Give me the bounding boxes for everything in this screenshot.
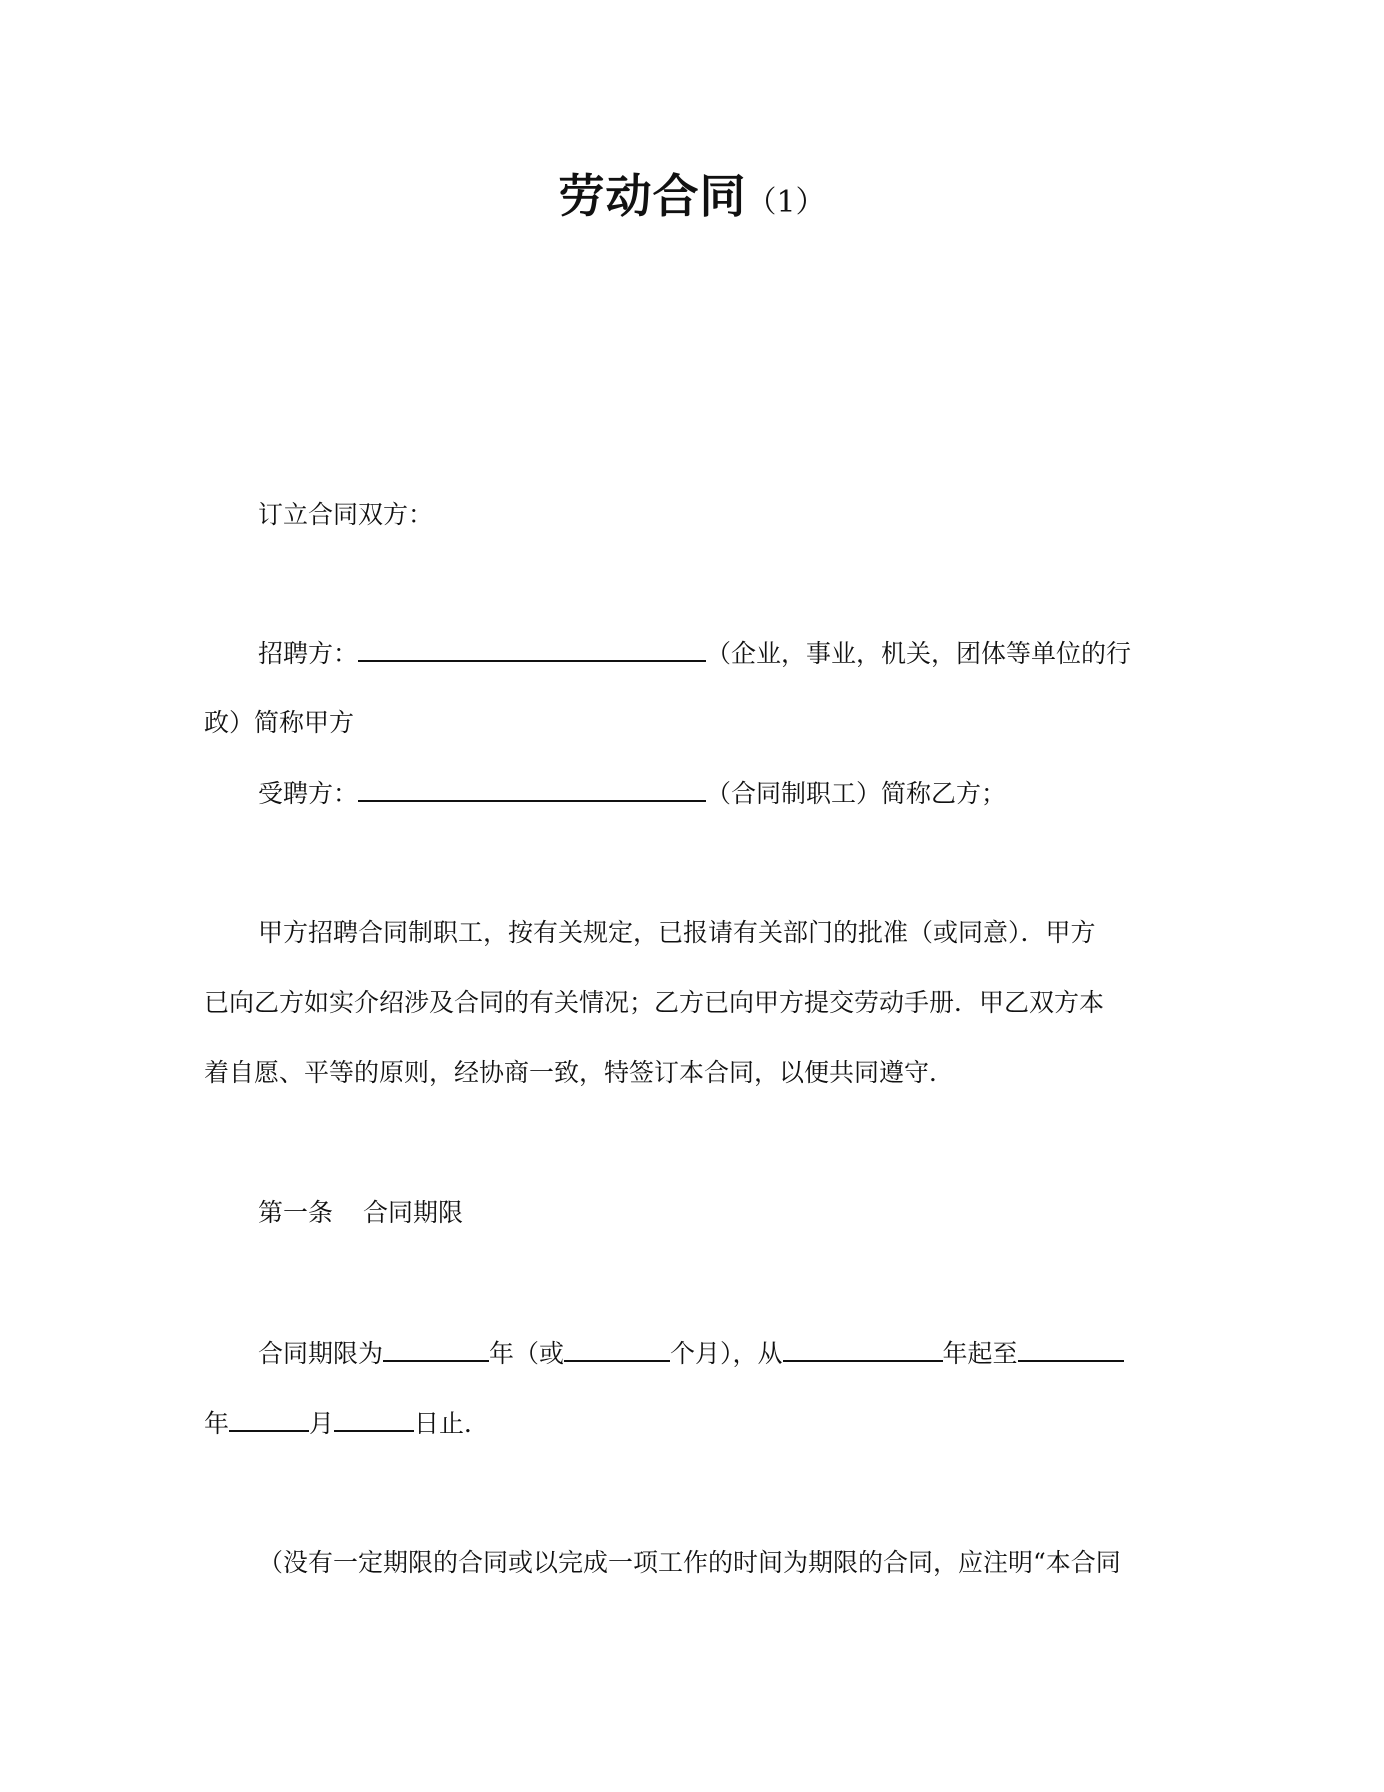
term-text-7: 日止． bbox=[414, 1409, 490, 1438]
employee-line bbox=[258, 776, 1006, 811]
end-month-blank[interactable] bbox=[229, 1406, 309, 1432]
article-1-heading bbox=[258, 1196, 463, 1230]
title-main: 劳动合同 bbox=[558, 169, 747, 223]
preamble-line-1: 甲方招聘合同制职工，按有关规定，已报请有关部门的批准（或同意）．甲方 bbox=[258, 918, 1096, 947]
end-day-blank[interactable] bbox=[334, 1406, 414, 1432]
term-text-4: 年起至 bbox=[942, 1339, 1018, 1368]
document-title bbox=[0, 160, 1384, 226]
article-1-name: 合同期限 bbox=[363, 1198, 464, 1227]
employer-name-blank[interactable] bbox=[358, 636, 706, 662]
term-clause-line-1 bbox=[258, 1336, 1124, 1371]
employer-line bbox=[258, 636, 1131, 671]
parties-heading: 订立合同双方： bbox=[258, 500, 434, 529]
term-clause-line-2 bbox=[204, 1406, 489, 1441]
preamble-line-2: 已向乙方如实介绍涉及合同的有关情况；乙方已向甲方提交劳动手册．甲乙双方本 bbox=[204, 988, 1105, 1017]
term-text-3: 个月），从 bbox=[670, 1339, 783, 1368]
term-text-6: 月 bbox=[309, 1409, 335, 1438]
preamble-line-3: 着自愿、平等的原则，经协商一致，特签订本合同，以便共同遵守． bbox=[204, 1058, 955, 1087]
employer-note-continued: 政）简称甲方 bbox=[204, 708, 355, 737]
term-text-5: 年 bbox=[204, 1409, 230, 1438]
term-months-blank[interactable] bbox=[564, 1336, 670, 1362]
end-year-blank[interactable] bbox=[1018, 1336, 1124, 1362]
employee-label: 受聘方： bbox=[258, 779, 359, 808]
term-years-blank[interactable] bbox=[383, 1336, 489, 1362]
term-text-2: 年（或 bbox=[489, 1339, 565, 1368]
start-year-blank[interactable] bbox=[783, 1336, 943, 1362]
term-note-line: （没有一定期限的合同或以完成一项工作的时间为期限的合同，应注明“本合同 bbox=[258, 1548, 1121, 1577]
title-suffix: （1） bbox=[746, 185, 826, 220]
employer-label: 招聘方： bbox=[258, 639, 359, 668]
article-1-number: 第一条 bbox=[258, 1198, 334, 1227]
term-text-1: 合同期限为 bbox=[258, 1339, 384, 1368]
employee-name-blank[interactable] bbox=[358, 776, 706, 802]
employer-note: （企业，事业，机关，团体等单位的行 bbox=[706, 639, 1132, 668]
employee-note: （合同制职工）简称乙方； bbox=[706, 779, 1007, 808]
